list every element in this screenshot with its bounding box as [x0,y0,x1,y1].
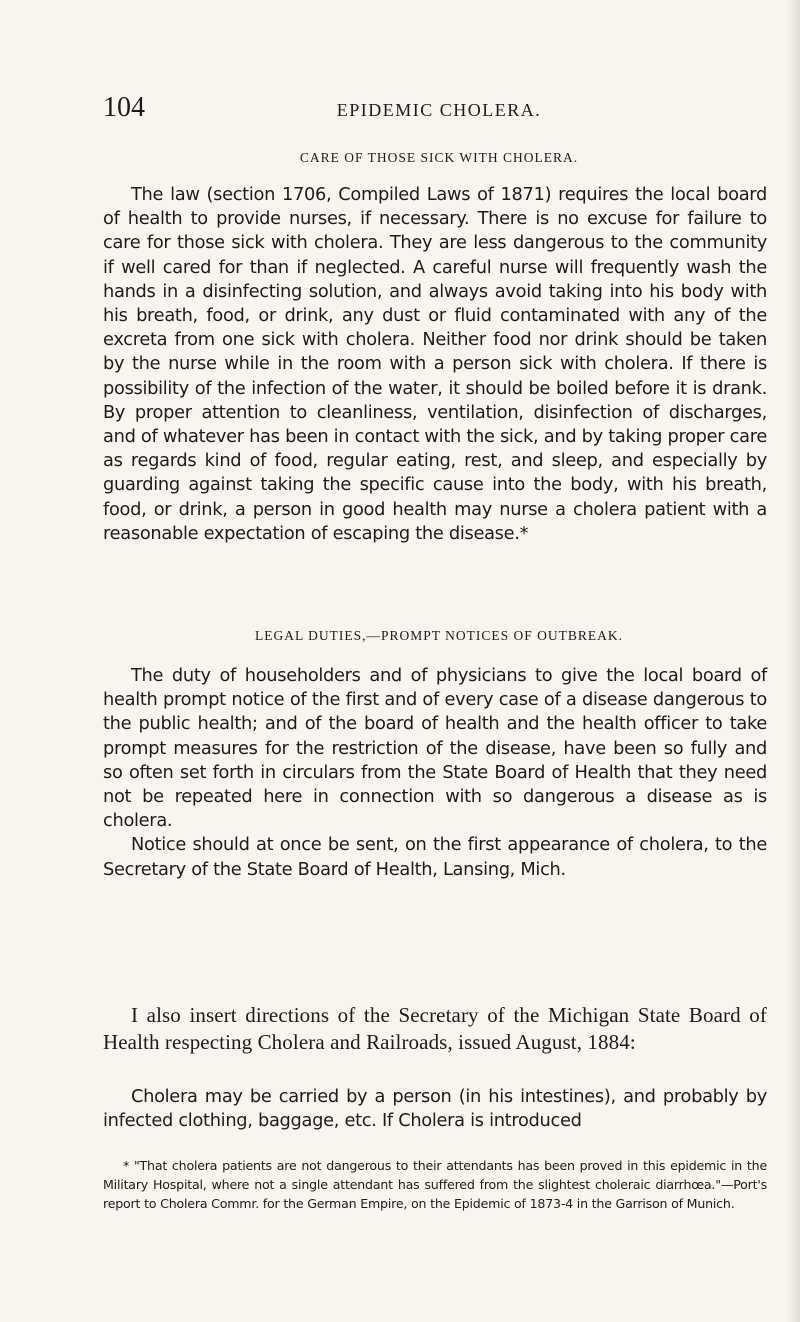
running-head: EPIDEMIC CHOLERA. [336,100,542,120]
footnote-text: * "That cholera patients are not dangerous to their attendants has been proved in this epidemic in the Military Hospital, where not a single attendant has suffered from the slightest choleraic diarrhœa."—Port's report to Cholera Commr. for the German Empire, on the Epidemic of 1873-4 in the Garrison of Munich. [103,1158,767,1211]
paragraph-legal-duties: The duty of householders and of physicians to give the local board of health prompt notice of the first and of every case of a disease dangerous to the public health; and of the board of health and the health officer to take prompt measures for the restriction of the disease, have been so fully and so often set forth in circulars from the State Board of Health that they need not be repeated here in connection with so dangerous a disease as is cholera. [103,665,767,832]
paragraph-notice: Notice should at once be sent, on the first appearance of cholera, to the Secretary of the State Board of Health, Lansing, Mich. [103,834,767,880]
section-heading-care: CARE OF THOSE SICK WITH CHOLERA. [299,150,579,165]
footnote [103,1156,767,1213]
page-edge-shadow [786,0,800,1322]
care-paragraph [103,183,767,546]
page-number: 104 [103,92,145,123]
paragraph-care-text: The law (section 1706, Compiled Laws of 1871) requires the local board of health to provide nurses, if necessary. There is no excuse for failure to care for those sick with cholera. They are less dangerous to the community if well cared for than if neglected. A careful nurse will frequently wash the hands in a disinfecting solution, and always avoid taking into his body with his breath, food, or drink, any dust or fluid contaminated with any of the excreta from one sick with cholera. Neither food nor drink should be taken by the nurse while in the room with a person sick with cholera. If there is possibility of the infection of the water, it should be boiled before it is drank. By proper attention to cleanliness, ventilation, disinfection of discharges, and of whatever has been in contact with the sick, and by taking proper care as regards kind of food, regular eating, rest, and sleep, and especially by guarding against taking the specific cause into the body, with his breath, food, or drink, a person in good health may nurse a cholera patient with a reasonable expectation of escaping the disease.* [103,184,767,544]
insert-directions-paragraph: I also insert directions of the Secretary of the Michigan State Board of Health respecting Cholera and Railroads, issued August, 1884: [103,1003,767,1054]
cholera-railroad-paragraph [103,1085,767,1133]
section-heading-legal: LEGAL DUTIES,—PROMPT NOTICES OF OUTBREAK. [254,628,623,643]
paragraph-cholera-carried: Cholera may be carried by a person (in his intestines), and probably by infected clothing, baggage, etc. If Cholera is introduced [103,1086,767,1132]
legal-paragraphs [103,664,767,882]
page-header [103,92,775,132]
